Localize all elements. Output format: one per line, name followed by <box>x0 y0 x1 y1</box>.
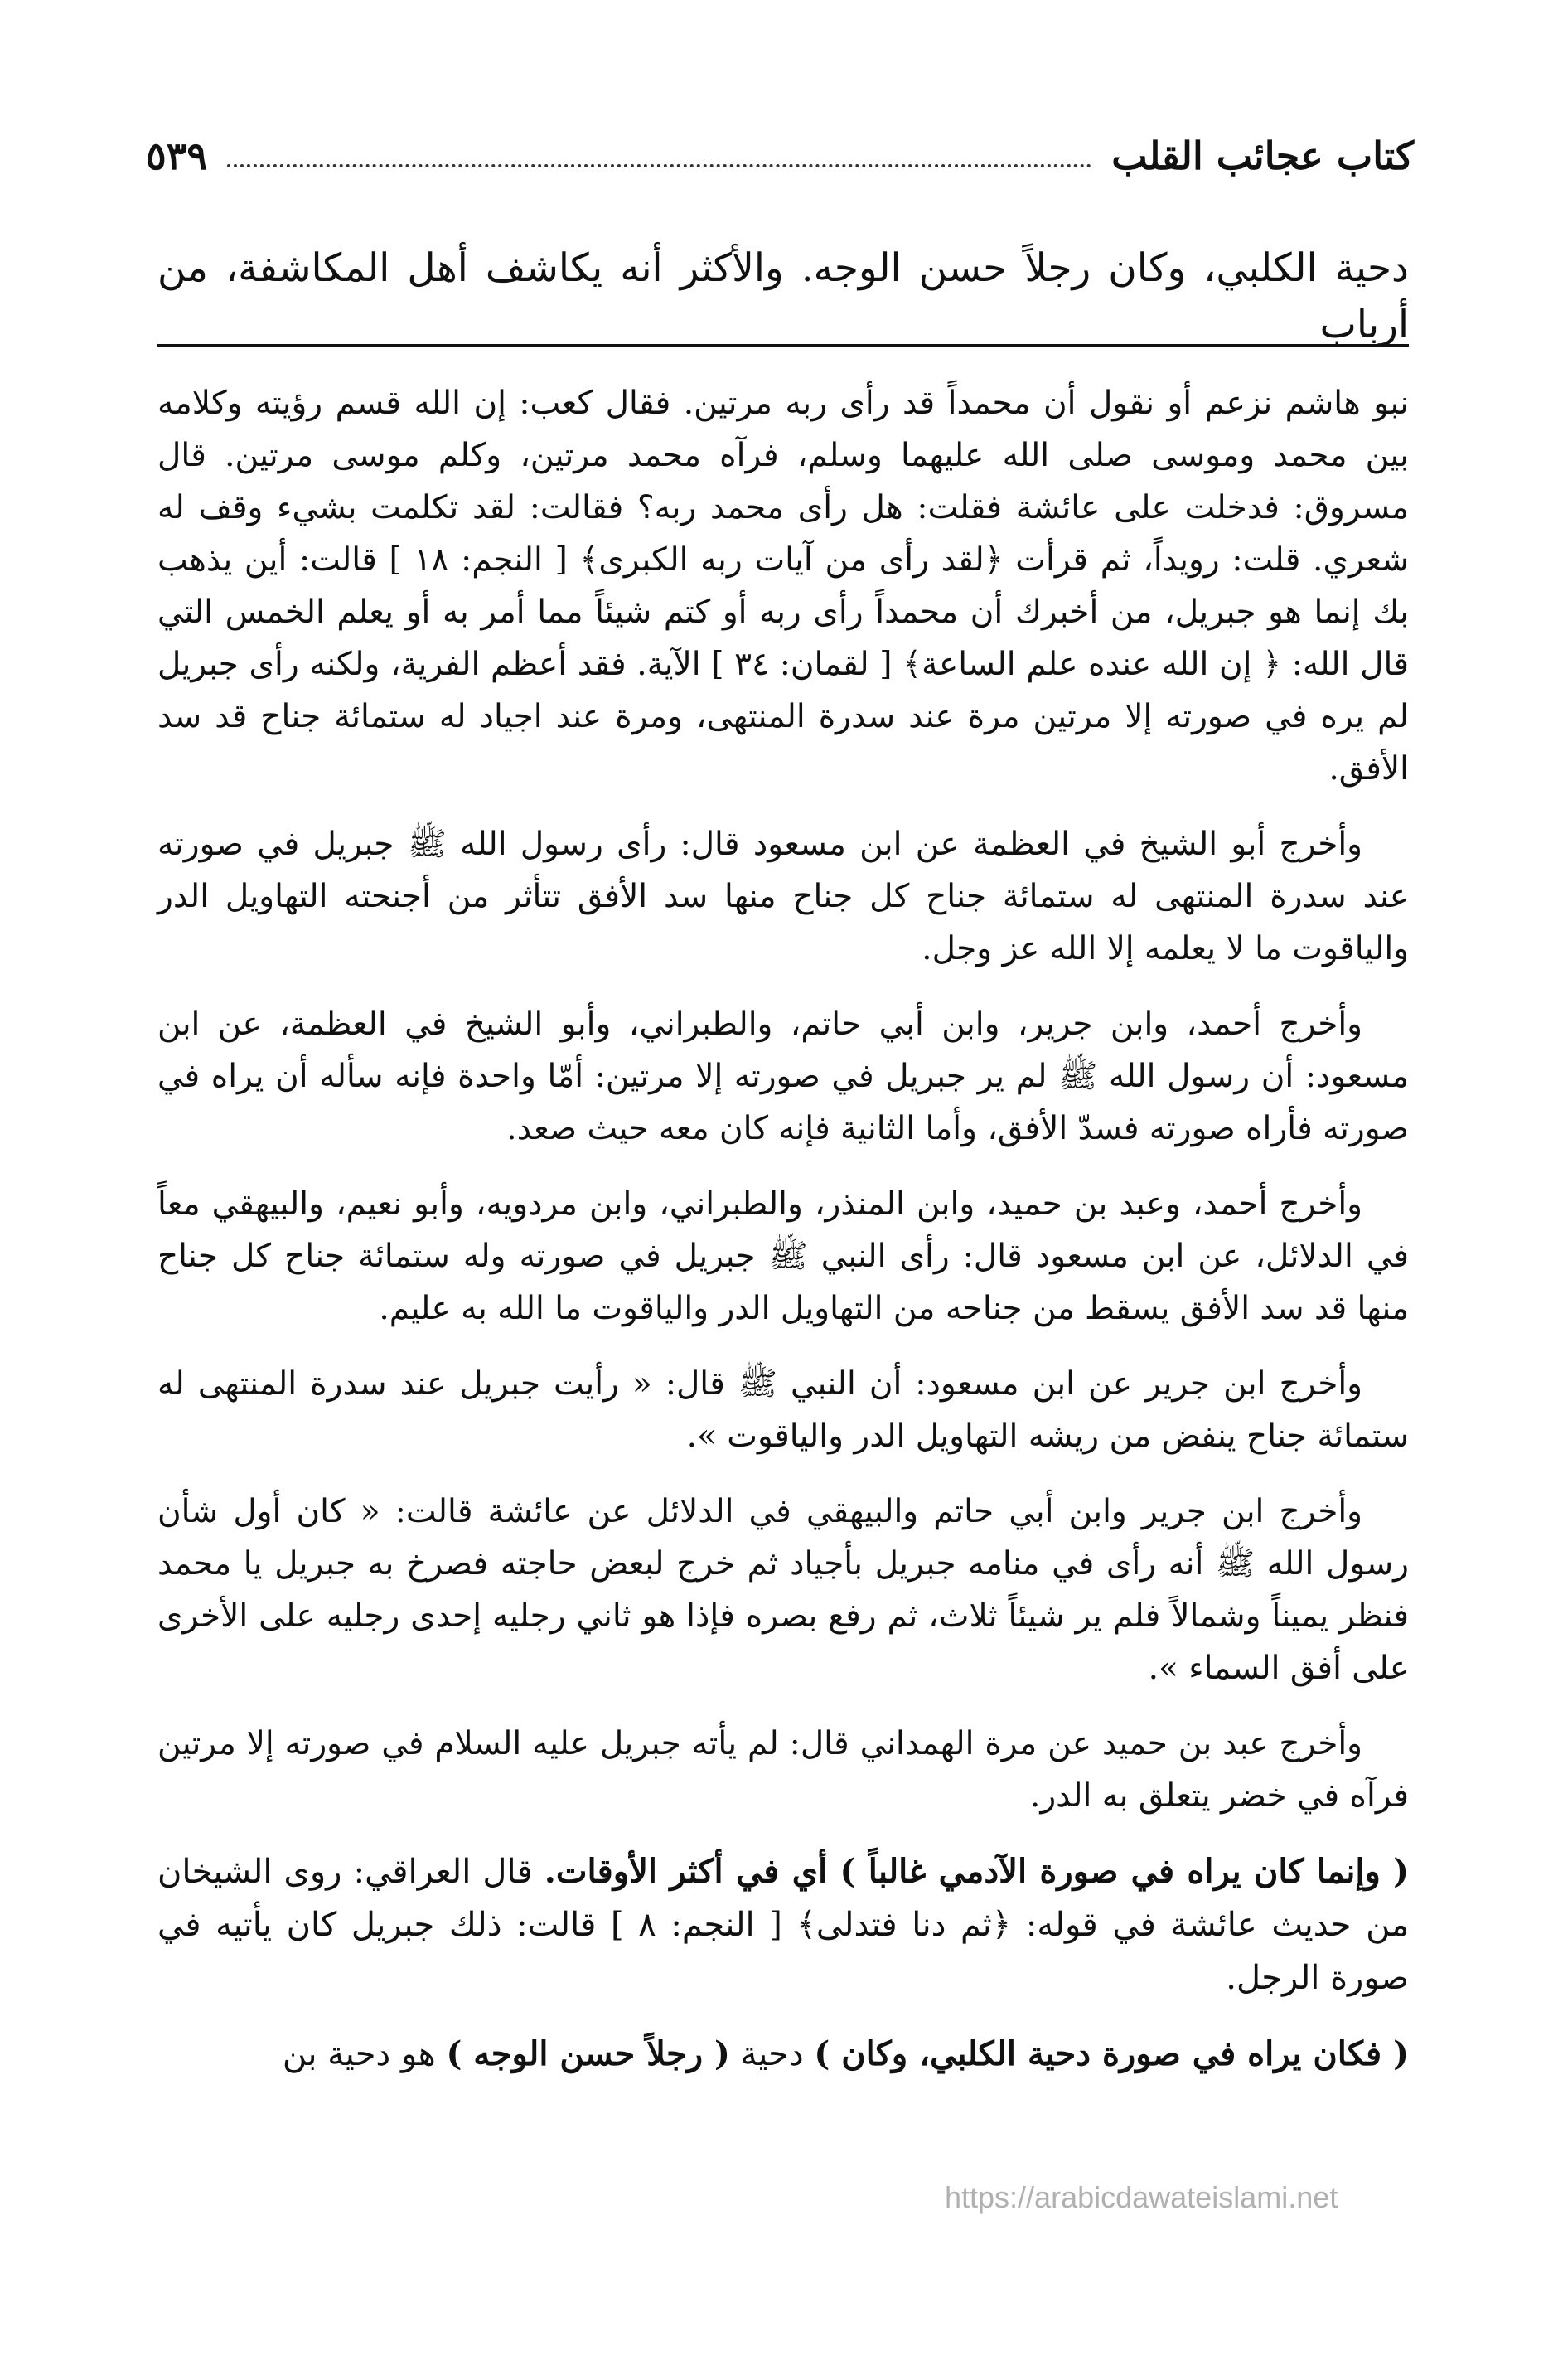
running-title: كتاب عجائب القلب <box>1111 133 1414 178</box>
leader-dots <box>227 164 1091 167</box>
main-text: دحية الكلبي، وكان رجلاً حسن الوجه. والأكثر أنه يكاشف أهل المكاشفة، من أرباب <box>157 245 1409 347</box>
footnote-separator <box>157 344 1409 347</box>
footnote-paragraph: وأخرج أحمد، وابن جرير، وابن أبي حاتم، والطبراني، وأبو الشيخ في العظمة، عن ابن مسعود: أن رسول الله ﷺ لم ير جبريل في صورته إلا مرتين: أمّا واحدة فإنه سأله أن يراه في صورته فأراه صورته فسدّ الأفق، وأما الثانية فإنه كان معه حيث صعد. <box>157 1006 1409 1147</box>
footnote-paragraph: نبو هاشم نزعم أو نقول أن محمداً قد رأى ربه مرتين. فقال كعب: إن الله قسم رؤيته وكلامه بين محمد وموسى صلى الله عليهما وسلم، فرآه محمد مرتين، وكلم موسى مرتين. قال مسروق: فدخلت على عائشة فقلت: هل رأى محمد ربه؟ فقالت: لقد تكلمت بشيء وقف له شعري. قلت: رويداً، ثم قرأت ﴿لقد رأى من آيات ربه الكبرى﴾ [ النجم: ١٨ ] قالت: أين يذهب بك إنما هو جبريل، من أخبرك أن محمداً رأى ربه أو كتم شيئاً مما أمر به أو يعلم الخمس التي قال الله: ﴿ إن الله عنده علم الساعة﴾ [ لقمان: ٣٤ ] الآية. فقد أعظم الفرية، ولكنه رأى جبريل لم يره في صورته إلا مرتين مرة عند سدرة المنتهى، ومرة عند اجياد له ستمائة جناح قد سد الأفق. <box>157 385 1409 788</box>
footnote-paragraph: وأخرج أحمد، وعبد بن حميد، وابن المنذر، والطبراني، وابن مردويه، وأبو نعيم، والبيهقي معاً في الدلائل، عن ابن مسعود قال: رأى النبي ﷺ جبريل في صورته وله ستمائة جناح كل جناح منها قد سد الأفق يسقط من جناحه من التهاويل الدر والياقوت ما الله به عليم. <box>157 1185 1409 1327</box>
page-header <box>146 123 1414 189</box>
commentary-bold: ( فكان يراه في صورة دحية الكلبي، وكان ) <box>814 2034 1409 2073</box>
commentary-paragraph <box>157 1845 1409 2004</box>
commentary-paragraph <box>157 2028 1409 2081</box>
commentary-text: هو دحية بن <box>282 2035 447 2073</box>
footnotes <box>157 377 1409 2104</box>
commentary-text: دحية <box>729 2035 815 2073</box>
watermark-url: https://arabicdawateislami.net <box>945 2180 1338 2214</box>
footnote-paragraph: وأخرج ابن جرير عن ابن مسعود: أن النبي ﷺ قال: « رأيت جبريل عند سدرة المنتهى له ستمائة جناح ينفض من ريشه التهاويل الدر والياقوت ». <box>157 1365 1409 1455</box>
footnote-paragraph: وأخرج عبد بن حميد عن مرة الهمداني قال: لم يأته جبريل عليه السلام في صورته إلا مرتين فرآه في خضر يتعلق به الدر. <box>157 1725 1409 1815</box>
commentary-bold: ( وإنما كان يراه في صورة الآدمي غالباً ) أي في أكثر الأوقات. <box>544 1852 1409 1891</box>
page-number: ٥٣٩ <box>146 133 208 178</box>
commentary-text: قال العراقي: روى الشيخان من حديث عائشة في قوله: ﴿ثم دنا فتدلى﴾ [ النجم: ٨ ] قالت: ذلك جبريل كان يأتيه في صورة الرجل. <box>157 1853 1409 1997</box>
commentary-bold: ( رجلاً حسن الوجه ) <box>446 2034 730 2073</box>
footnote-paragraph: وأخرج أبو الشيخ في العظمة عن ابن مسعود قال: رأى رسول الله ﷺ جبريل في صورته عند سدرة المنتهى له ستمائة جناح كل جناح منها سد الأفق تتأثر من أجنحته التهاويل الدر والياقوت ما لا يعلمه إلا الله عز وجل. <box>157 826 1409 967</box>
footnote-paragraph: وأخرج ابن جرير وابن أبي حاتم والبيهقي في الدلائل عن عائشة قالت: « كان أول شأن رسول الله ﷺ أنه رأى في منامه جبريل بأجياد ثم خرج لبعض حاجته فصرخ به جبريل يا محمد فنظر يميناً وشمالاً فلم ير شيئاً ثلاث، ثم رفع بصره فإذا هو ثاني رجليه إحدى رجليه على الأخرى على أفق السماء ». <box>157 1493 1409 1687</box>
